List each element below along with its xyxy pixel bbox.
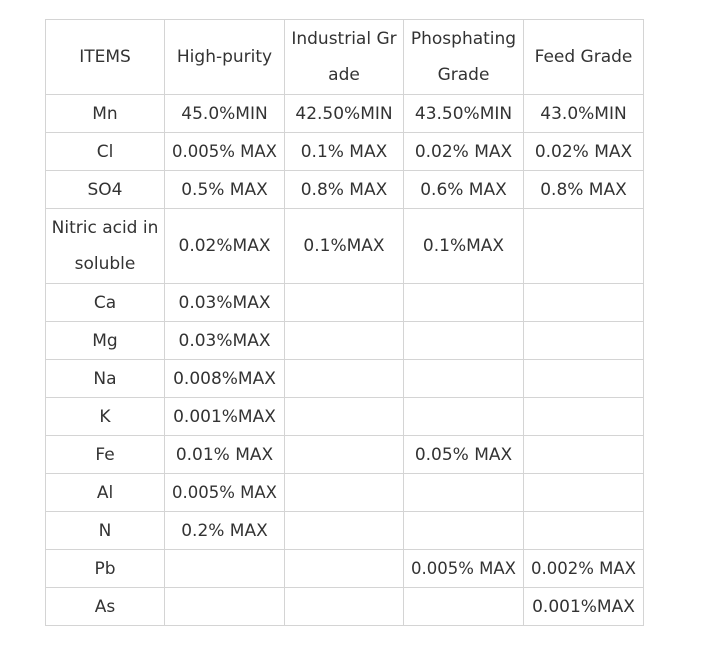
value-cell: 0.1%MAX: [285, 209, 404, 284]
item-cell: Mg: [46, 322, 165, 360]
value-cell: [404, 398, 524, 436]
item-cell: Al: [46, 474, 165, 512]
value-cell: 0.8% MAX: [285, 171, 404, 209]
value-cell: [165, 550, 285, 588]
value-cell: 0.5% MAX: [165, 171, 285, 209]
table-row: [46, 95, 644, 133]
header-cell-feed-grade: Feed Grade: [524, 20, 644, 95]
header-cell-high-purity: High-purity: [165, 20, 285, 95]
value-cell: 43.50%MIN: [404, 95, 524, 133]
value-cell: 0.005% MAX: [165, 474, 285, 512]
value-cell: 45.0%MIN: [165, 95, 285, 133]
value-cell: [404, 322, 524, 360]
value-cell: [404, 512, 524, 550]
table-row: [46, 588, 644, 626]
table-row: [46, 360, 644, 398]
table-row: [46, 550, 644, 588]
table-row: [46, 209, 644, 284]
value-cell: 0.001%MAX: [524, 588, 644, 626]
value-cell: [524, 474, 644, 512]
item-cell: SO4: [46, 171, 165, 209]
value-cell: 0.005% MAX: [165, 133, 285, 171]
value-cell: 42.50%MIN: [285, 95, 404, 133]
value-cell: [524, 209, 644, 284]
item-cell: Nitric acid in soluble: [46, 209, 165, 284]
value-cell: [285, 588, 404, 626]
value-cell: 0.1% MAX: [285, 133, 404, 171]
item-cell: Mn: [46, 95, 165, 133]
item-cell: Pb: [46, 550, 165, 588]
value-cell: [404, 474, 524, 512]
value-cell: 0.02%MAX: [165, 209, 285, 284]
value-cell: [524, 398, 644, 436]
table-row: [46, 322, 644, 360]
value-cell: 0.001%MAX: [165, 398, 285, 436]
value-cell: 0.03%MAX: [165, 284, 285, 322]
value-cell: [524, 360, 644, 398]
value-cell: [524, 436, 644, 474]
table-row: [46, 133, 644, 171]
value-cell: [285, 550, 404, 588]
value-cell: [404, 284, 524, 322]
item-cell: Cl: [46, 133, 165, 171]
value-cell: [404, 588, 524, 626]
value-cell: 0.01% MAX: [165, 436, 285, 474]
value-cell: [165, 588, 285, 626]
value-cell: [285, 360, 404, 398]
value-cell: [285, 474, 404, 512]
value-cell: [524, 322, 644, 360]
table-row: [46, 284, 644, 322]
value-cell: 0.02% MAX: [404, 133, 524, 171]
header-cell-industrial-grade: Industrial Gr ade: [285, 20, 404, 95]
value-cell: 0.05% MAX: [404, 436, 524, 474]
value-cell: [285, 436, 404, 474]
value-cell: [404, 360, 524, 398]
value-cell: 0.002% MAX: [524, 550, 644, 588]
value-cell: 0.6% MAX: [404, 171, 524, 209]
table-row: [46, 512, 644, 550]
value-cell: 0.02% MAX: [524, 133, 644, 171]
item-cell: As: [46, 588, 165, 626]
item-cell: N: [46, 512, 165, 550]
value-cell: 0.1%MAX: [404, 209, 524, 284]
value-cell: [285, 512, 404, 550]
header-cell-phosphating-grade: Phosphating Grade: [404, 20, 524, 95]
item-cell: Na: [46, 360, 165, 398]
table-row: [46, 436, 644, 474]
value-cell: 0.005% MAX: [404, 550, 524, 588]
table-row: [46, 474, 644, 512]
value-cell: 43.0%MIN: [524, 95, 644, 133]
specification-table: [45, 19, 644, 626]
table-row: [46, 398, 644, 436]
value-cell: 0.2% MAX: [165, 512, 285, 550]
value-cell: [524, 512, 644, 550]
value-cell: [285, 284, 404, 322]
header-cell-items: ITEMS: [46, 20, 165, 95]
item-cell: Fe: [46, 436, 165, 474]
item-cell: Ca: [46, 284, 165, 322]
value-cell: 0.03%MAX: [165, 322, 285, 360]
value-cell: [524, 284, 644, 322]
value-cell: [285, 322, 404, 360]
table-header-row: [46, 20, 644, 95]
value-cell: [285, 398, 404, 436]
table-row: [46, 171, 644, 209]
value-cell: 0.008%MAX: [165, 360, 285, 398]
value-cell: 0.8% MAX: [524, 171, 644, 209]
item-cell: K: [46, 398, 165, 436]
